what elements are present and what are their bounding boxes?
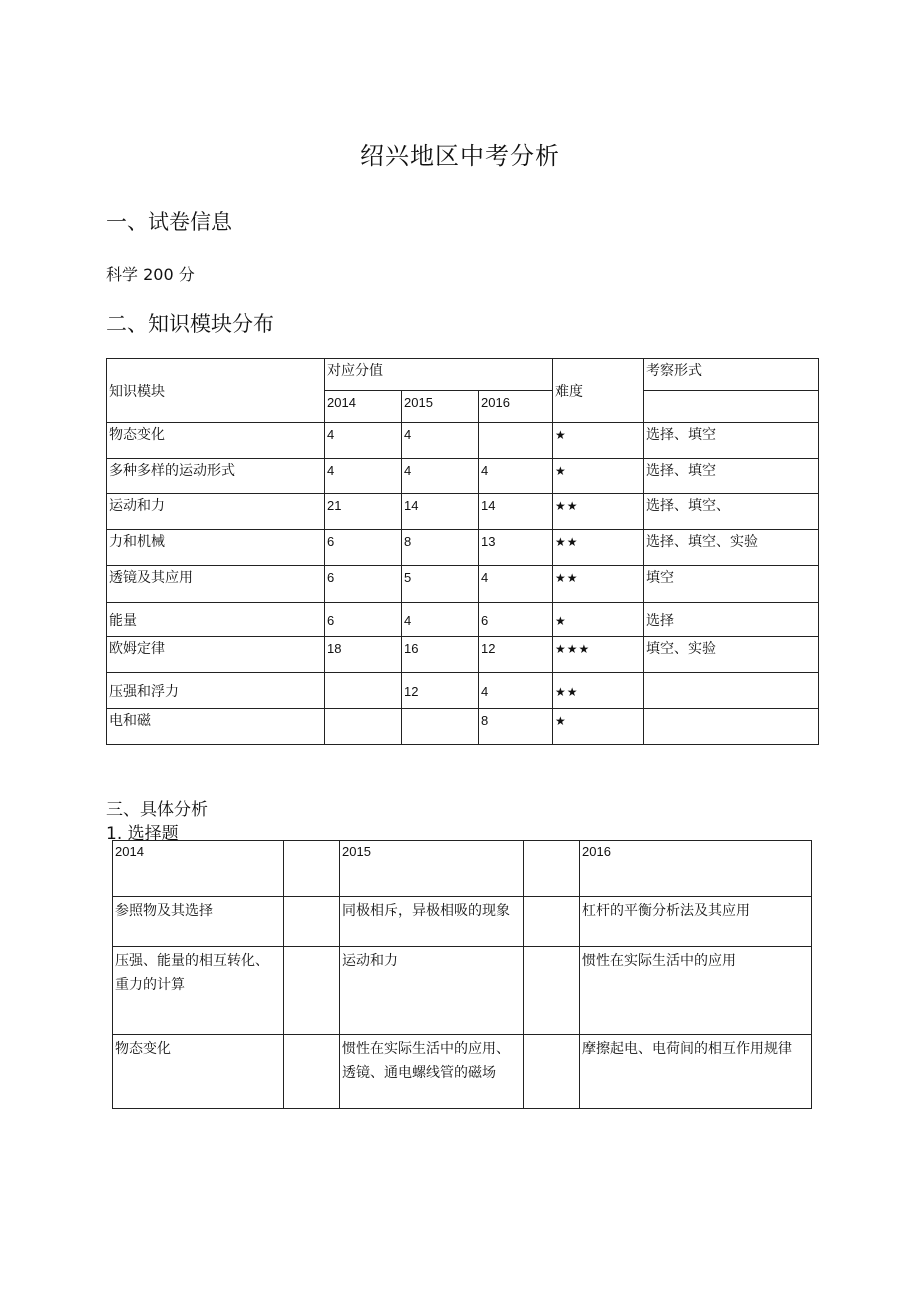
exam-form: 选择 (644, 603, 819, 637)
blank-cell (284, 947, 340, 1035)
score-2015: 4 (402, 459, 479, 494)
difficulty-stars: ★ (553, 423, 644, 459)
exam-form: 填空 (644, 566, 819, 603)
score-2014 (325, 709, 402, 745)
score-2015: 14 (402, 494, 479, 530)
difficulty-stars: ★ (553, 459, 644, 494)
exam-form: 填空、实验 (644, 637, 819, 673)
score-2015: 5 (402, 566, 479, 603)
topic-2016: 惯性在实际生活中的应用 (580, 947, 812, 1035)
blank-cell (284, 841, 340, 897)
blank-cell (524, 947, 580, 1035)
score-2016: 8 (479, 709, 553, 745)
table-row (107, 709, 819, 745)
difficulty-stars: ★★ (553, 566, 644, 603)
module-name: 多种多样的运动形式 (107, 459, 325, 494)
score-2015: 4 (402, 423, 479, 459)
module-name: 能量 (107, 603, 325, 637)
section-heading-knowledge-modules: 二、知识模块分布 (106, 312, 274, 336)
score-2016: 12 (479, 637, 553, 673)
score-2014: 6 (325, 603, 402, 637)
module-name: 电和磁 (107, 709, 325, 745)
section-heading-exam-info: 一、试卷信息 (106, 210, 232, 234)
module-name: 物态变化 (107, 423, 325, 459)
document-title: 绍兴地区中考分析 (360, 142, 560, 170)
table-row (107, 530, 819, 566)
blank-cell (524, 1035, 580, 1109)
blank-cell (524, 897, 580, 947)
difficulty-stars: ★ (553, 603, 644, 637)
score-2014: 4 (325, 459, 402, 494)
header-year-2016: 2016 (479, 391, 553, 423)
topic-2015: 惯性在实际生活中的应用、透镜、通电螺线管的磁场 (340, 1035, 524, 1109)
table-row (107, 637, 819, 673)
module-name: 透镜及其应用 (107, 566, 325, 603)
score-2014: 6 (325, 530, 402, 566)
score-2016: 14 (479, 494, 553, 530)
difficulty-stars: ★★ (553, 673, 644, 709)
header-form-blank (644, 391, 819, 423)
topic-2015: 运动和力 (340, 947, 524, 1035)
module-name: 运动和力 (107, 494, 325, 530)
knowledge-module-table (106, 358, 819, 745)
score-2016: 6 (479, 603, 553, 637)
score-2016: 4 (479, 566, 553, 603)
difficulty-stars: ★★★ (553, 637, 644, 673)
score-2015: 12 (402, 673, 479, 709)
score-2015 (402, 709, 479, 745)
blank-cell (284, 1035, 340, 1109)
score-2015: 4 (402, 603, 479, 637)
blank-cell (284, 897, 340, 947)
header-form: 考察形式 (644, 359, 819, 391)
topic-2014: 参照物及其选择 (113, 897, 284, 947)
topic-2014: 压强、能量的相互转化、重力的计算 (113, 947, 284, 1035)
topic-2016: 摩擦起电、电荷间的相互作用规律 (580, 1035, 812, 1109)
exam-form (644, 673, 819, 709)
table-row (113, 897, 812, 947)
module-name: 欧姆定律 (107, 637, 325, 673)
score-2016: 4 (479, 673, 553, 709)
module-name: 力和机械 (107, 530, 325, 566)
exam-form: 选择、填空、实验 (644, 530, 819, 566)
table-row (113, 1035, 812, 1109)
exam-form: 选择、填空 (644, 423, 819, 459)
score-2016: 4 (479, 459, 553, 494)
table-row (113, 947, 812, 1035)
score-2014: 4 (325, 423, 402, 459)
topic-2016: 杠杆的平衡分析法及其应用 (580, 897, 812, 947)
difficulty-stars: ★★ (553, 530, 644, 566)
header-year-2014: 2014 (325, 391, 402, 423)
difficulty-stars: ★★ (553, 494, 644, 530)
header-module: 知识模块 (107, 359, 325, 423)
table-row (107, 673, 819, 709)
exam-form: 选择、填空、 (644, 494, 819, 530)
topic-2015: 同极相斥，异极相吸的现象 (340, 897, 524, 947)
score-2015: 16 (402, 637, 479, 673)
multiple-choice-table (112, 840, 812, 1109)
score-2015: 8 (402, 530, 479, 566)
score-2014: 6 (325, 566, 402, 603)
exam-form (644, 709, 819, 745)
table-row (107, 603, 819, 637)
score-2016 (479, 423, 553, 459)
score-2014 (325, 673, 402, 709)
section-heading-detailed-analysis: 三、具体分析 (106, 800, 208, 820)
table-row (107, 423, 819, 459)
header-year-2016: 2016 (580, 841, 812, 897)
table-row (107, 459, 819, 494)
subject-score: 科学 200 分 (106, 265, 195, 284)
topic-2014: 物态变化 (113, 1035, 284, 1109)
module-name: 压强和浮力 (107, 673, 325, 709)
score-2016: 13 (479, 530, 553, 566)
difficulty-stars: ★ (553, 709, 644, 745)
header-year-2015: 2015 (340, 841, 524, 897)
header-year-2014: 2014 (113, 841, 284, 897)
header-year-2015: 2015 (402, 391, 479, 423)
score-2014: 21 (325, 494, 402, 530)
header-score: 对应分值 (325, 359, 553, 391)
score-2014: 18 (325, 637, 402, 673)
table-row (107, 566, 819, 603)
blank-cell (524, 841, 580, 897)
subheading-multiple-choice: 1. 选择题 (106, 824, 179, 844)
exam-form: 选择、填空 (644, 459, 819, 494)
header-difficulty: 难度 (553, 359, 644, 423)
table-row (107, 494, 819, 530)
